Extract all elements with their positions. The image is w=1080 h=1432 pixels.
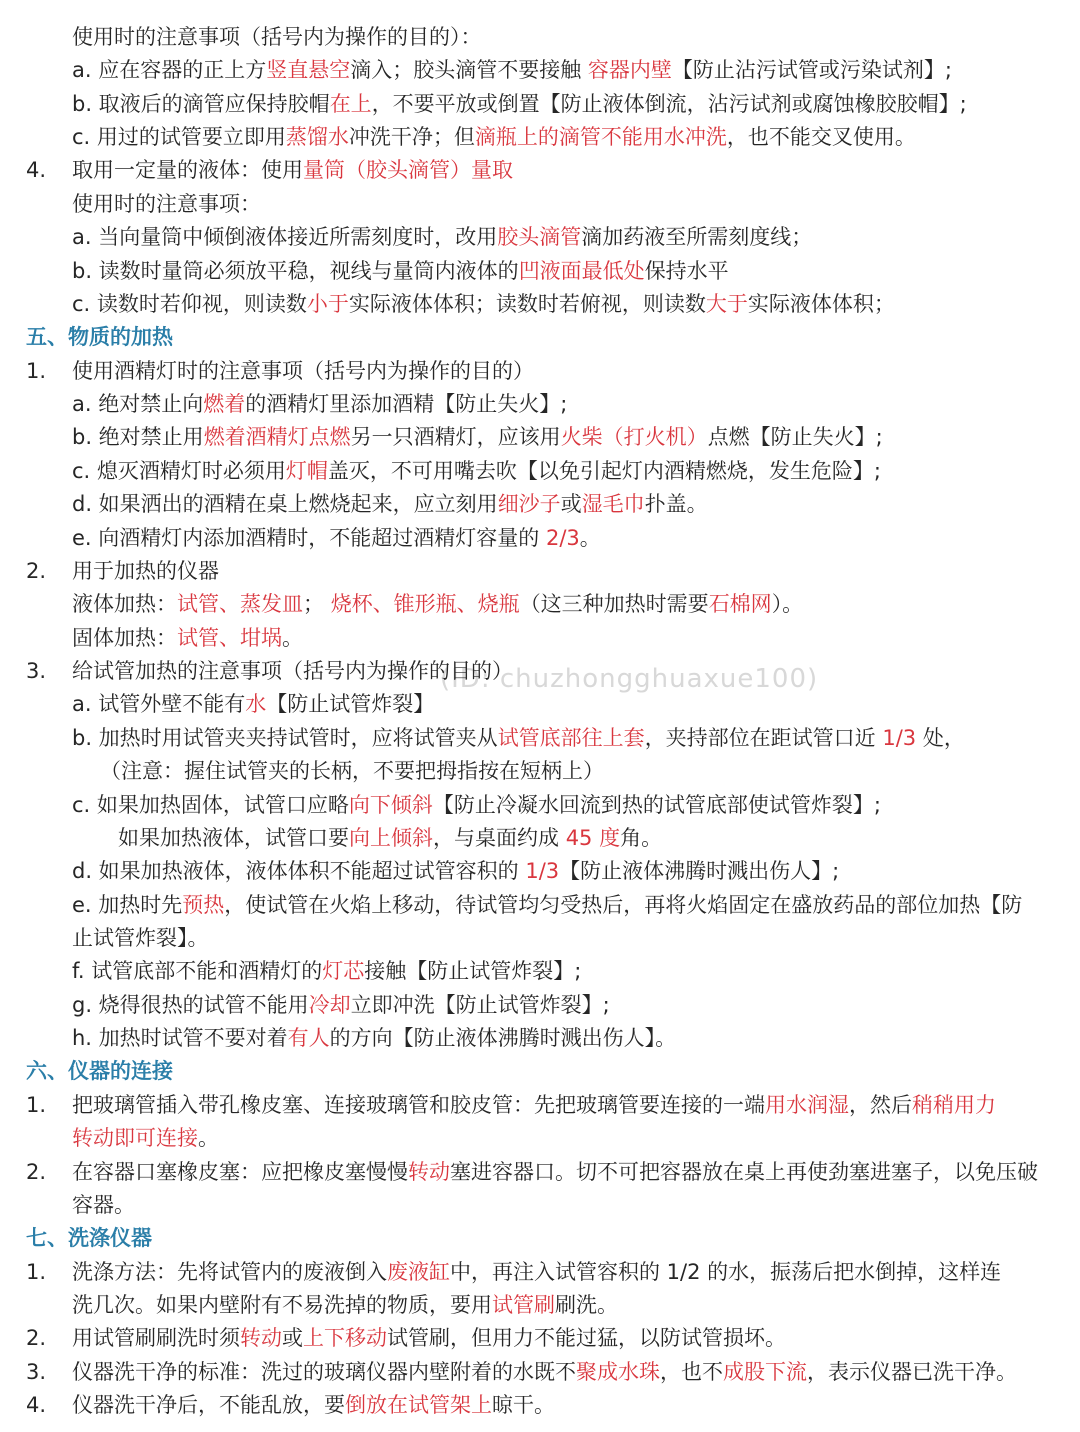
text-line — [72, 1322, 786, 1354]
highlight-text: 稍稍用力 — [912, 1092, 996, 1117]
body-text: ，不要平放或倒置【防止液体倒流，沾污试剂或腐蚀橡胶胶帽】; — [371, 91, 967, 116]
highlight-text: 试管、蒸发皿 — [177, 592, 303, 617]
body-text: 。 — [579, 525, 601, 550]
highlight-text: 向下倾斜 — [348, 792, 433, 817]
body-text: ，表示仪器已洗干净。 — [807, 1359, 1017, 1384]
list-number: 4. — [26, 158, 47, 183]
body-text: ）。 — [771, 592, 804, 617]
highlight-text: 滴瓶上的滴管不能用水冲洗 — [474, 125, 727, 150]
highlight-text: 2/3 — [545, 525, 580, 550]
body-text: 处， — [916, 725, 965, 750]
body-text: 塞进容器口。切不可把容器放在桌上再使劲塞进塞子，以免压破 — [450, 1159, 1038, 1184]
text-line — [72, 455, 881, 487]
body-text: 实际液体体积； — [747, 291, 895, 316]
body-text: c. 读数时若仰视，则读数 — [72, 291, 307, 316]
body-text: 用于加热的仪器 — [72, 558, 219, 583]
highlight-text: 成股下流 — [723, 1359, 807, 1384]
highlight-text: 转动即可连接 — [72, 1126, 198, 1151]
highlight-text: 胶头滴管 — [497, 225, 582, 250]
text-line — [72, 54, 952, 86]
text-line — [72, 88, 967, 120]
highlight-text: 45 度 — [565, 825, 621, 850]
body-text: 取用一定量的液体：使用 — [72, 158, 303, 183]
text-line — [72, 154, 513, 186]
list-number: 2. — [26, 1326, 47, 1351]
text-line — [72, 622, 303, 654]
body-text: 洗涤方法：先将试管内的废液倒入 — [72, 1259, 387, 1284]
body-text: 把玻璃管插入带孔橡皮塞、连接玻璃管和胶皮管：先把玻璃管要连接的一端 — [72, 1092, 765, 1117]
text-line — [72, 121, 916, 153]
body-text: 滴入；胶头滴管不要接触 — [350, 58, 588, 83]
highlight-text: 有人 — [287, 1026, 330, 1051]
text-line — [72, 688, 434, 720]
body-text: ； — [303, 592, 331, 617]
body-text: b. 绝对禁止用 — [72, 425, 204, 450]
text-line — [72, 588, 803, 620]
body-text: 扑盖。 — [644, 492, 708, 517]
text-line — [72, 889, 1022, 921]
body-text: 试管刷，但用力不能过猛，以防试管损坏。 — [387, 1326, 786, 1351]
highlight-text: 容器内壁 — [587, 58, 672, 83]
body-text: ，使试管在火焰上移动，待试管均匀受热后，再将火焰固定在盛放药品的部位加热【防 — [224, 892, 1023, 917]
highlight-text: 预热 — [182, 892, 225, 917]
highlight-text: 湿毛巾 — [581, 492, 645, 517]
body-text: 角。 — [620, 825, 663, 850]
section-heading — [26, 321, 173, 353]
body-text: 七、洗涤仪器 — [26, 1226, 152, 1251]
body-text: d. 如果加热液体，液体体积不能超过试管容积的 — [72, 859, 526, 884]
list-number: 1. — [26, 1092, 47, 1117]
text-line — [72, 355, 534, 387]
body-text: 仪器洗干净的标准：洗过的玻璃仪器内壁附着的水既不 — [72, 1359, 576, 1384]
list-number: 3. — [26, 1359, 47, 1384]
body-text: c. 用过的试管要立即用 — [72, 125, 286, 150]
text-line — [72, 488, 708, 520]
body-text: 。 — [282, 625, 303, 650]
body-text: d. 如果洒出的酒精在桌上燃烧起来，应立刻用 — [72, 492, 498, 517]
text-line — [72, 255, 729, 287]
body-text: c. 熄灭酒精灯时必须用 — [72, 458, 286, 483]
text-line — [72, 421, 883, 453]
highlight-text: 转动 — [408, 1159, 450, 1184]
text-line — [100, 755, 604, 787]
body-text: 六、仪器的连接 — [26, 1059, 173, 1084]
highlight-text: 倒放在试管架上 — [345, 1393, 492, 1418]
highlight-text: 水 — [245, 692, 267, 717]
highlight-text: 1/3 — [882, 725, 917, 750]
text-line — [72, 922, 209, 954]
body-text: 或 — [560, 492, 582, 517]
list-number: 4. — [26, 1393, 47, 1418]
text-line — [72, 388, 567, 420]
highlight-text: 烧杯、锥形瓶、烧瓶 — [330, 592, 520, 617]
list-number: 1. — [26, 358, 47, 383]
body-text: 使用时的注意事项（括号内为操作的目的）： — [72, 25, 482, 49]
highlight-text: 试管刷 — [492, 1293, 555, 1318]
body-text: 保持水平 — [644, 258, 729, 283]
highlight-text: 竖直悬空 — [266, 58, 351, 83]
body-text: 使用酒精灯时的注意事项（括号内为操作的目的） — [72, 358, 534, 383]
body-text: a. 当向量筒中倾倒液体接近所需刻度时，改用 — [72, 225, 498, 250]
body-text: 【防止液体沸腾时溅出伤人】; — [559, 859, 840, 884]
body-text: 或 — [282, 1326, 303, 1351]
text-line — [72, 522, 601, 554]
text-line — [72, 722, 965, 754]
list-number: 2. — [26, 1159, 47, 1184]
body-text: 中，再注入试管容积的 1/2 的水，振荡后把水倒掉，这样连 — [450, 1259, 1002, 1284]
body-text: （这三种加热时需要 — [519, 592, 709, 617]
highlight-text: 转动 — [240, 1326, 282, 1351]
text-line — [72, 1156, 1038, 1188]
highlight-text: 聚成水珠 — [576, 1359, 660, 1384]
body-text: 立即冲洗【防止试管炸裂】; — [350, 992, 610, 1017]
list-number: 3. — [26, 659, 47, 684]
text-line — [72, 989, 610, 1021]
body-text: e. 加热时先 — [72, 892, 183, 917]
text-line — [72, 288, 895, 320]
body-text: 【防止试管炸裂】 — [266, 692, 435, 717]
body-text: 盖灭，不可用嘴去吹【以免引起灯内酒精燃烧，发生危险】; — [327, 458, 881, 483]
body-text: ，夹持部位在距试管口近 — [644, 725, 883, 750]
body-text: e. 向酒精灯内添加酒精时，不能超过酒精灯容量的 — [72, 525, 546, 550]
text-line — [72, 1022, 676, 1054]
body-text: 接触【防止试管炸裂】; — [364, 959, 582, 984]
highlight-text: 试管、坩埚 — [177, 625, 282, 650]
text-line — [72, 789, 881, 821]
body-text: g. 烧得很热的试管不能用 — [72, 992, 309, 1017]
highlight-text: 燃着酒精灯点燃 — [203, 425, 351, 450]
body-text: 容器。 — [72, 1192, 135, 1217]
highlight-text: 冷却 — [308, 992, 351, 1017]
body-text: 滴加药液至所需刻度线； — [581, 225, 813, 250]
body-text: 液体加热： — [72, 592, 177, 617]
highlight-text: 石棉网 — [708, 592, 772, 617]
text-line — [72, 1189, 135, 1221]
highlight-text: 灯芯 — [322, 959, 365, 984]
highlight-text: 试管底部往上套 — [497, 725, 645, 750]
text-line — [72, 1122, 219, 1154]
body-text: 给试管加热的注意事项（括号内为操作的目的） — [72, 659, 513, 684]
body-text: b. 取液后的滴管应保持胶帽 — [72, 91, 330, 116]
highlight-text: 用水润湿 — [765, 1092, 849, 1117]
body-text: 刷洗。 — [555, 1293, 618, 1318]
body-text: a. 试管外壁不能有 — [72, 692, 246, 717]
watermark: (ID: chuzhongghuaxue100) — [440, 664, 819, 694]
body-text: ，然后 — [849, 1092, 912, 1117]
body-text: ，与桌面约成 — [433, 825, 566, 850]
body-text: 五、物质的加热 — [26, 325, 173, 350]
list-number: 1. — [26, 1259, 47, 1284]
body-text: 。 — [198, 1126, 219, 1151]
highlight-text: 废液缸 — [387, 1259, 450, 1284]
highlight-text: 在上 — [329, 91, 372, 116]
text-line — [72, 955, 581, 987]
highlight-text: 大于 — [705, 291, 748, 316]
text-line — [72, 1289, 618, 1321]
body-text: a. 应在容器的正上方 — [72, 58, 267, 83]
section-heading — [26, 1055, 173, 1087]
text-line — [72, 1256, 1001, 1288]
highlight-text: 火柴（打火机） — [560, 425, 708, 450]
body-text: 冲洗干净；但 — [348, 125, 475, 150]
body-text: h. 加热时试管不要对着 — [72, 1026, 288, 1051]
section-heading — [26, 1222, 152, 1254]
body-text: 另一只酒精灯，应该用 — [350, 425, 561, 450]
body-text: 【防止冷凝水回流到热的试管底部使试管炸裂】; — [432, 792, 881, 817]
body-text: b. 读数时量筒必须放平稳，视线与量筒内液体的 — [72, 258, 519, 283]
highlight-text: 量筒（胶头滴管）量取 — [303, 158, 513, 183]
body-text: 使用时的注意事项： — [72, 191, 261, 216]
text-line — [72, 221, 812, 253]
text-line — [72, 188, 261, 220]
body-text: （注意：握住试管夹的长柄，不要把拇指按在短柄上） — [100, 759, 604, 784]
highlight-text: 凹液面最低处 — [518, 258, 645, 283]
body-text: 点燃【防止失火】; — [707, 425, 883, 450]
body-text: 如果加热液体，试管口要 — [118, 825, 349, 850]
body-text: c. 如果加热固体，试管口应略 — [72, 792, 349, 817]
body-text: a. 绝对禁止向 — [72, 392, 204, 417]
text-line — [118, 822, 662, 854]
highlight-text: 小于 — [306, 291, 349, 316]
text-line — [72, 1089, 996, 1121]
highlight-text: 向上倾斜 — [349, 825, 433, 850]
highlight-text: 1/3 — [525, 859, 560, 884]
body-text: 【防止沾污试管或污染试剂】; — [671, 58, 952, 83]
body-text: 的酒精灯里添加酒精【防止失火】; — [245, 392, 568, 417]
text-line — [72, 1389, 555, 1421]
body-text: 止试管炸裂】。 — [72, 925, 209, 950]
text-line — [72, 1356, 1017, 1388]
body-text: b. 加热时用试管夹夹持试管时，应将试管夹从 — [72, 725, 498, 750]
body-text: 在容器口塞橡皮塞：应把橡皮塞慢慢 — [72, 1159, 408, 1184]
body-text: ，也不能交叉使用。 — [726, 125, 916, 150]
body-text: ，也不 — [660, 1359, 723, 1384]
highlight-text: 蒸馏水 — [285, 125, 349, 150]
text-line — [72, 655, 513, 687]
body-text: 用试管刷刷洗时须 — [72, 1326, 240, 1351]
highlight-text: 燃着 — [203, 392, 246, 417]
list-number: 2. — [26, 558, 47, 583]
highlight-text: 上下移动 — [303, 1326, 387, 1351]
body-text: 固体加热： — [72, 625, 177, 650]
highlight-text: 细沙子 — [497, 492, 561, 517]
body-text: f. 试管底部不能和酒精灯的 — [72, 959, 323, 984]
highlight-text: 灯帽 — [285, 458, 328, 483]
body-text: 洗几次。如果内壁附有不易洗掉的物质，要用 — [72, 1293, 492, 1318]
body-text: 晾干。 — [492, 1393, 555, 1418]
body-text: 仪器洗干净后，不能乱放，要 — [72, 1393, 345, 1418]
body-text: 的方向【防止液体沸腾时溅出伤人】。 — [329, 1026, 677, 1051]
body-text: 实际液体体积；读数时若俯视，则读数 — [348, 291, 706, 316]
text-line — [72, 21, 482, 53]
text-line — [72, 855, 839, 887]
text-line — [72, 555, 219, 587]
